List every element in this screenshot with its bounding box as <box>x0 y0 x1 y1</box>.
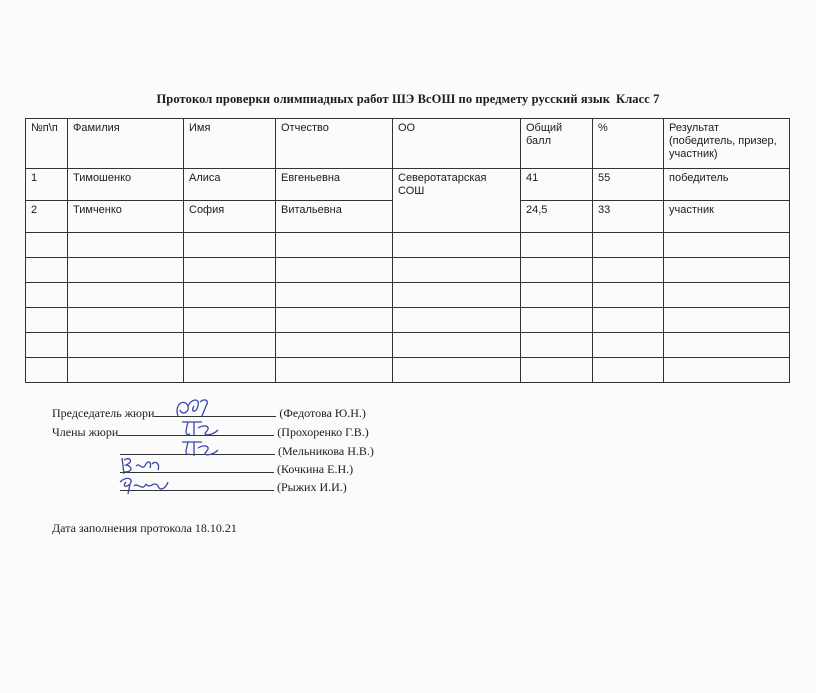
cell-result: победитель <box>664 169 790 201</box>
header-percent: % <box>593 119 664 169</box>
member-name: (Прохоренко Г.В.) <box>277 425 369 439</box>
fill-date: Дата заполнения протокола 18.10.21 <box>52 521 237 535</box>
members-label: Члены жюри <box>52 425 119 439</box>
header-result: Результат (победитель, призер, участник) <box>664 119 790 169</box>
cell-percent: 55 <box>593 169 664 201</box>
cell-school: Северотатарская СОШ <box>393 169 521 233</box>
cell-last-name: Тимошенко <box>68 169 184 201</box>
cell-patronymic: Евгеньевна <box>276 169 393 201</box>
chair-label: Председатель жюри <box>52 406 155 420</box>
empty-row <box>26 233 790 258</box>
cell-score: 41 <box>521 169 593 201</box>
header-school: ОО <box>393 119 521 169</box>
title-text: Протокол проверки олимпиадных работ ШЭ ВсОШ по предмету русский язык <box>156 92 611 106</box>
cell-first-name: Алиса <box>184 169 276 201</box>
cell-result: участник <box>664 201 790 233</box>
header-total-score: Общий балл <box>521 119 593 169</box>
table-row <box>26 169 790 201</box>
signature-member-mark <box>116 474 172 498</box>
member-name: (Мельникова Н.В.) <box>278 444 374 458</box>
page-title <box>0 92 816 107</box>
header-number: №п\п <box>26 119 68 169</box>
cell-number: 2 <box>26 201 68 233</box>
class-label: Класс 7 <box>616 92 660 106</box>
header-last-name: Фамилия <box>68 119 184 169</box>
member-name: (Кочкина Е.Н.) <box>277 462 354 476</box>
cell-number: 1 <box>26 169 68 201</box>
header-patronymic: Отчество <box>276 119 393 169</box>
empty-row <box>26 283 790 308</box>
signature-member-mark <box>178 436 224 460</box>
cell-patronymic: Витальевна <box>276 201 393 233</box>
empty-row <box>26 333 790 358</box>
cell-score: 24,5 <box>521 201 593 233</box>
table-header-row <box>26 119 790 169</box>
chair-name: (Федотова Ю.Н.) <box>279 406 366 420</box>
member-name: (Рыжих И.И.) <box>277 480 347 494</box>
results-table <box>25 118 790 383</box>
header-first-name: Имя <box>184 119 276 169</box>
empty-row <box>26 258 790 283</box>
cell-last-name: Тимченко <box>68 201 184 233</box>
cell-percent: 33 <box>593 201 664 233</box>
empty-row <box>26 358 790 383</box>
cell-first-name: София <box>184 201 276 233</box>
empty-row <box>26 308 790 333</box>
